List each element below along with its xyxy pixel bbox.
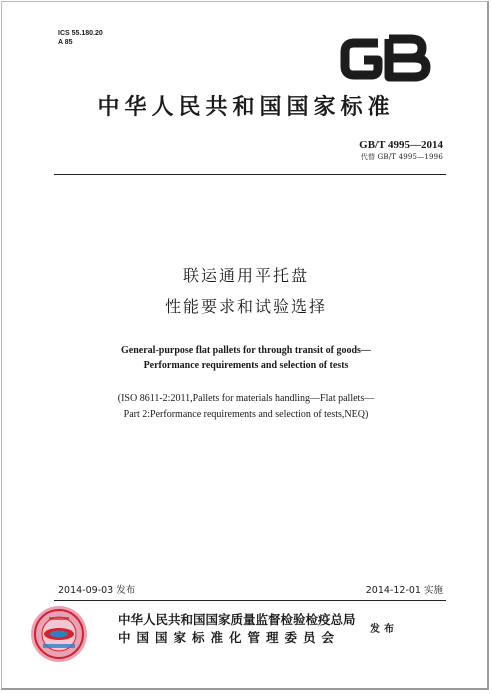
standard-code: GB/T 4995—2014 [359, 139, 443, 151]
classification-codes [58, 29, 103, 47]
issued-by-label: 发布 [370, 624, 398, 635]
chinese-title-line-1: 联运通用平托盘 [182, 266, 309, 285]
issue-date: 2014-09-03 发布 [58, 585, 136, 596]
publisher-block [118, 611, 356, 647]
gb-logo [338, 32, 436, 84]
national-standard-title: 中华人民共和国国家标准 [97, 94, 395, 120]
english-title-line-1: General-purpose flat pallets for through transit of goods— [121, 345, 371, 356]
implementation-date: 2014-12-01 实施 [365, 585, 443, 596]
gb-logo-text: GB [387, 62, 389, 63]
standard-number-block [359, 139, 443, 162]
english-title-line-2: Performance requirements and selection of tests [143, 360, 349, 371]
publisher-aqsiq: 中华人民共和国国家质量监督检验检疫总局 [118, 612, 356, 627]
ics-code: ICS 55.180.20 [58, 30, 103, 37]
iso-reference-line-1: (ISO 8611-2:2011,Pallets for materials handling—Flat pallets— [117, 393, 375, 404]
publisher-sac: 中国国家标准化管理委员会 [118, 630, 341, 645]
standard-cover-page [1, 1, 489, 690]
ccs-code: A 85 [58, 39, 73, 46]
replaces-note: 代替 GB/T 4995—1996 [360, 153, 443, 161]
iso-reference-line-2: Part 2:Performance requirements and selection of tests,NEQ) [123, 409, 369, 420]
bottom-divider [54, 600, 446, 601]
top-divider [54, 174, 446, 175]
anti-counterfeit-seal-icon [29, 604, 89, 664]
chinese-title-line-2: 性能要求和试验选择 [164, 297, 327, 316]
